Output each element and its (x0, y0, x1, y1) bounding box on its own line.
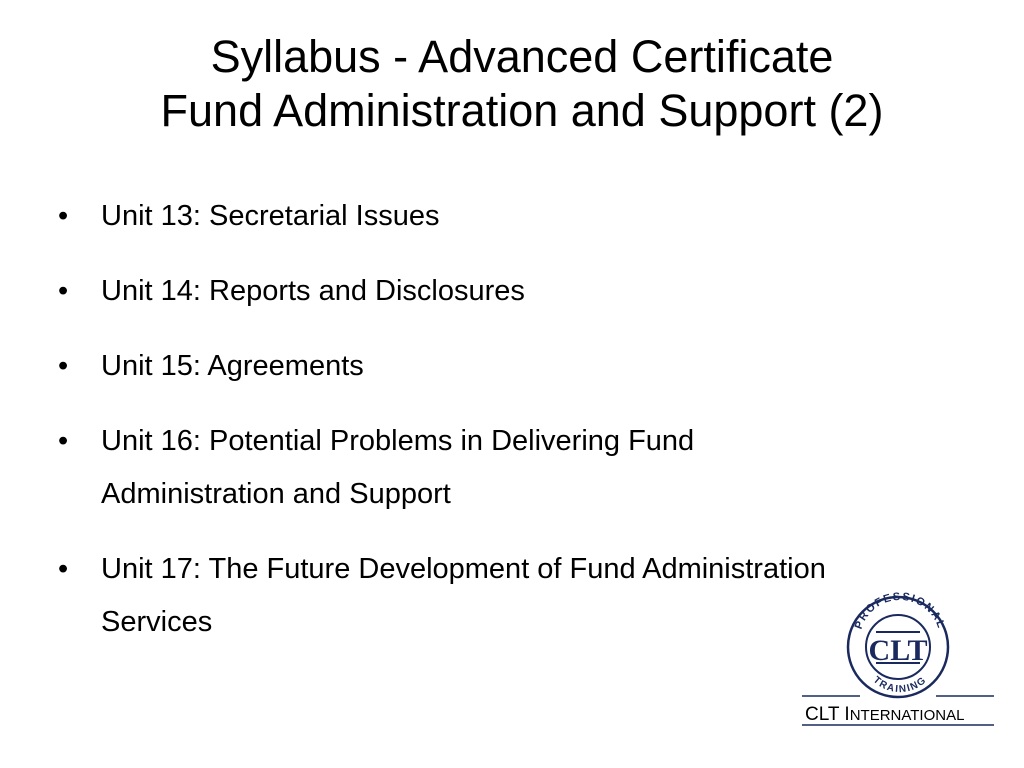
clt-logo-graphic (800, 592, 996, 732)
bullet-item (58, 190, 838, 243)
bullet-dot-icon: • (58, 275, 69, 307)
bullet-item (58, 340, 838, 393)
bullet-item (58, 543, 838, 649)
bullet-text: Unit 17: The Future Development of Fund Administration Services (101, 553, 826, 638)
bullet-text: Unit 15: Agreements (101, 350, 364, 382)
logo-arc-top-text (853, 592, 948, 631)
logo-company-rest: NTERNATIONAL (849, 707, 965, 724)
logo-company-name (805, 704, 964, 725)
bullet-dot-icon: • (58, 350, 69, 382)
logo-monogram: CLT (868, 634, 928, 667)
bullet-text: Unit 13: Secretarial Issues (101, 200, 440, 232)
logo-company-initial: CLT I (805, 704, 850, 725)
slide-title (0, 30, 1024, 138)
logo-arc-top-path: PROFESSIONAL (852, 592, 948, 631)
title-line-1: Syllabus - Advanced Certificate (210, 31, 834, 82)
bullet-item (58, 265, 838, 318)
bullet-dot-icon: • (58, 200, 69, 232)
logo-arc-bottom-path: TRAINING (870, 674, 930, 696)
clt-international-logo (800, 592, 996, 732)
bullet-text: Unit 14: Reports and Disclosures (101, 275, 525, 307)
bullet-item (58, 415, 838, 521)
bullet-text: Unit 16: Potential Problems in Delivering Fund Administration and Support (101, 425, 695, 510)
bullet-dot-icon: • (58, 553, 69, 585)
bullet-dot-icon: • (58, 425, 69, 457)
title-line-2: Fund Administration and Support (2) (160, 85, 884, 136)
bullet-list (58, 190, 838, 671)
